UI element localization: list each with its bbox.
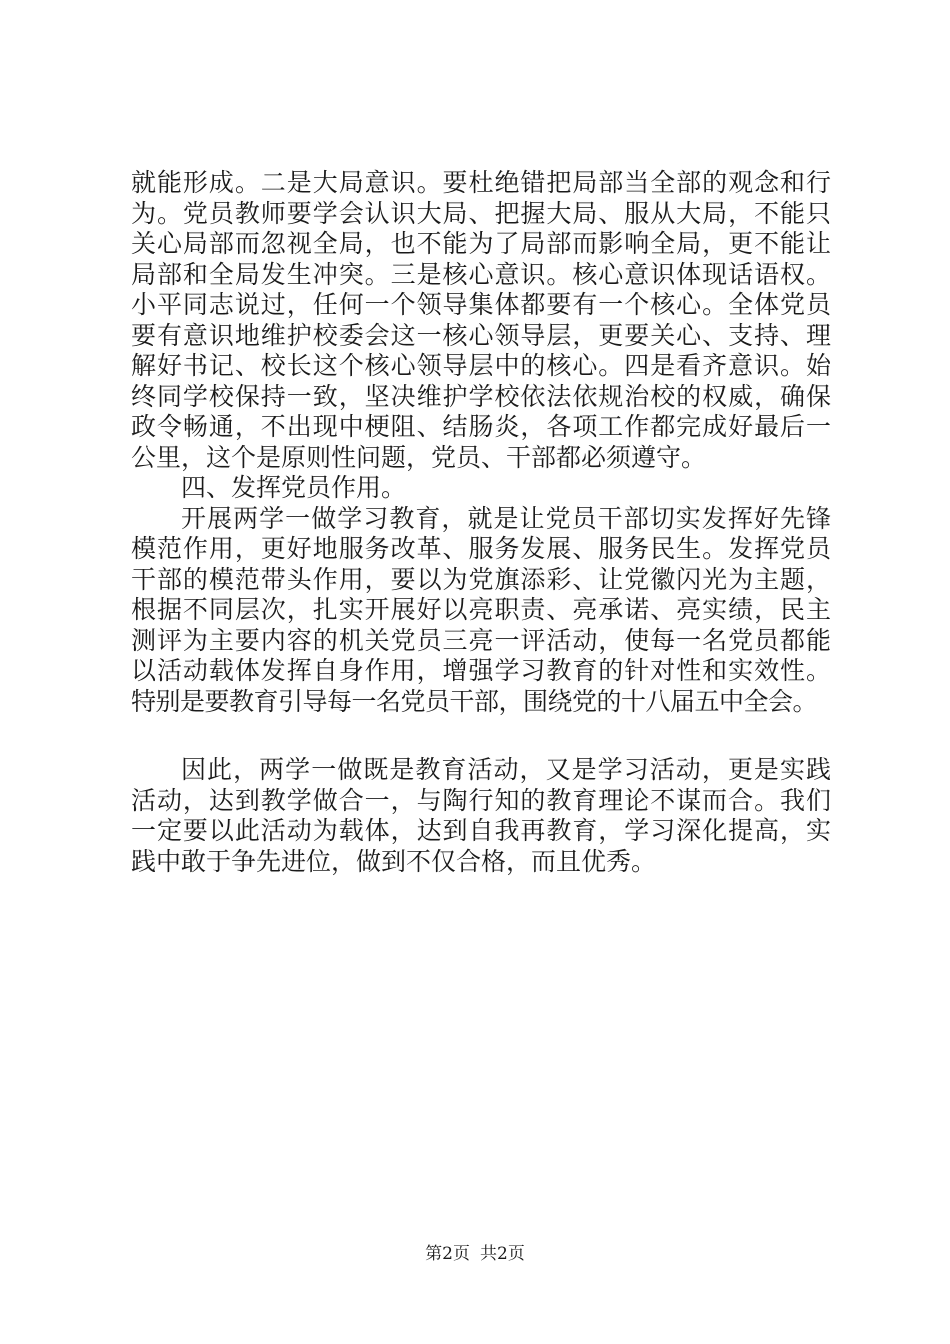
text-line: 政令畅通，不出现中梗阻、结肠炎，各项工作都完成好最后一 — [131, 412, 831, 441]
text-line: 开展两学一做学习教育，就是让党员干部切实发挥好先锋 — [181, 503, 831, 533]
section-heading — [131, 473, 831, 504]
text-line: 活动，达到教学做合一，与陶行知的教育理论不谋而合。我们 — [131, 785, 831, 815]
heading-line: 四、发挥党员作用。 — [181, 473, 407, 502]
paragraph-consciousness — [131, 168, 831, 473]
text-line: 终同学校保持一致，坚决维护学校依法依规治校的权威，确保 — [131, 381, 831, 411]
text-line: 解好书记、校长这个核心领导层中的核心。四是看齐意识。始 — [131, 351, 831, 380]
text-line: 以活动载体发挥自身作用，增强学习教育的针对性和实效性。 — [131, 656, 831, 685]
text-line: 根据不同层次，扎实开展好以亮职责、亮承诺、亮实绩，民主 — [131, 595, 831, 624]
text-line: 就能形成。二是大局意识。要杜绝错把局部当全部的观念和行 — [131, 168, 831, 197]
text-line: 公里，这个是原则性问题，党员、干部都必须遵守。 — [131, 442, 707, 472]
text-line: 模范作用，更好地服务改革、服务发展、服务民生。发挥党员 — [131, 534, 831, 563]
page-total: 共2页 — [480, 1244, 525, 1264]
paragraph-party-role — [131, 504, 831, 718]
text-line: 要有意识地维护校委会这一核心领导层，更要关心、支持、理 — [131, 320, 831, 350]
text-line: 一定要以此活动为载体，达到自我再教育，学习深化提高，实 — [131, 816, 831, 845]
text-line: 关心局部而忽视全局，也不能为了局部而影响全局，更不能让 — [131, 229, 831, 258]
page-footer — [0, 1242, 950, 1266]
text-line: 因此，两学一做既是教育活动，又是学习活动，更是实践 — [181, 755, 831, 784]
text-line: 为。党员教师要学会认识大局、把握大局、服从大局，不能只 — [131, 198, 831, 228]
text-line: 测评为主要内容的机关党员三亮一评活动，使每一名党员都能 — [131, 625, 831, 655]
text-line: 践中敢于争先进位，做到不仅合格，而且优秀。 — [131, 846, 657, 876]
document-body — [131, 168, 831, 877]
paragraph-conclusion — [131, 755, 831, 877]
text-line: 干部的模范带头作用，要以为党旗添彩、让党徽闪光为主题， — [131, 564, 831, 594]
text-line: 特别是要教育引导每一名党员干部，围绕党的十八届五中全会。 — [131, 686, 818, 716]
page-number: 第2页 — [425, 1244, 470, 1264]
text-line: 局部和全局发生冲突。三是核心意识。核心意识体现话语权。 — [131, 259, 831, 289]
text-line: 小平同志说过，任何一个领导集体都要有一个核心。全体党员 — [131, 290, 831, 319]
paragraph-gap — [131, 717, 831, 755]
